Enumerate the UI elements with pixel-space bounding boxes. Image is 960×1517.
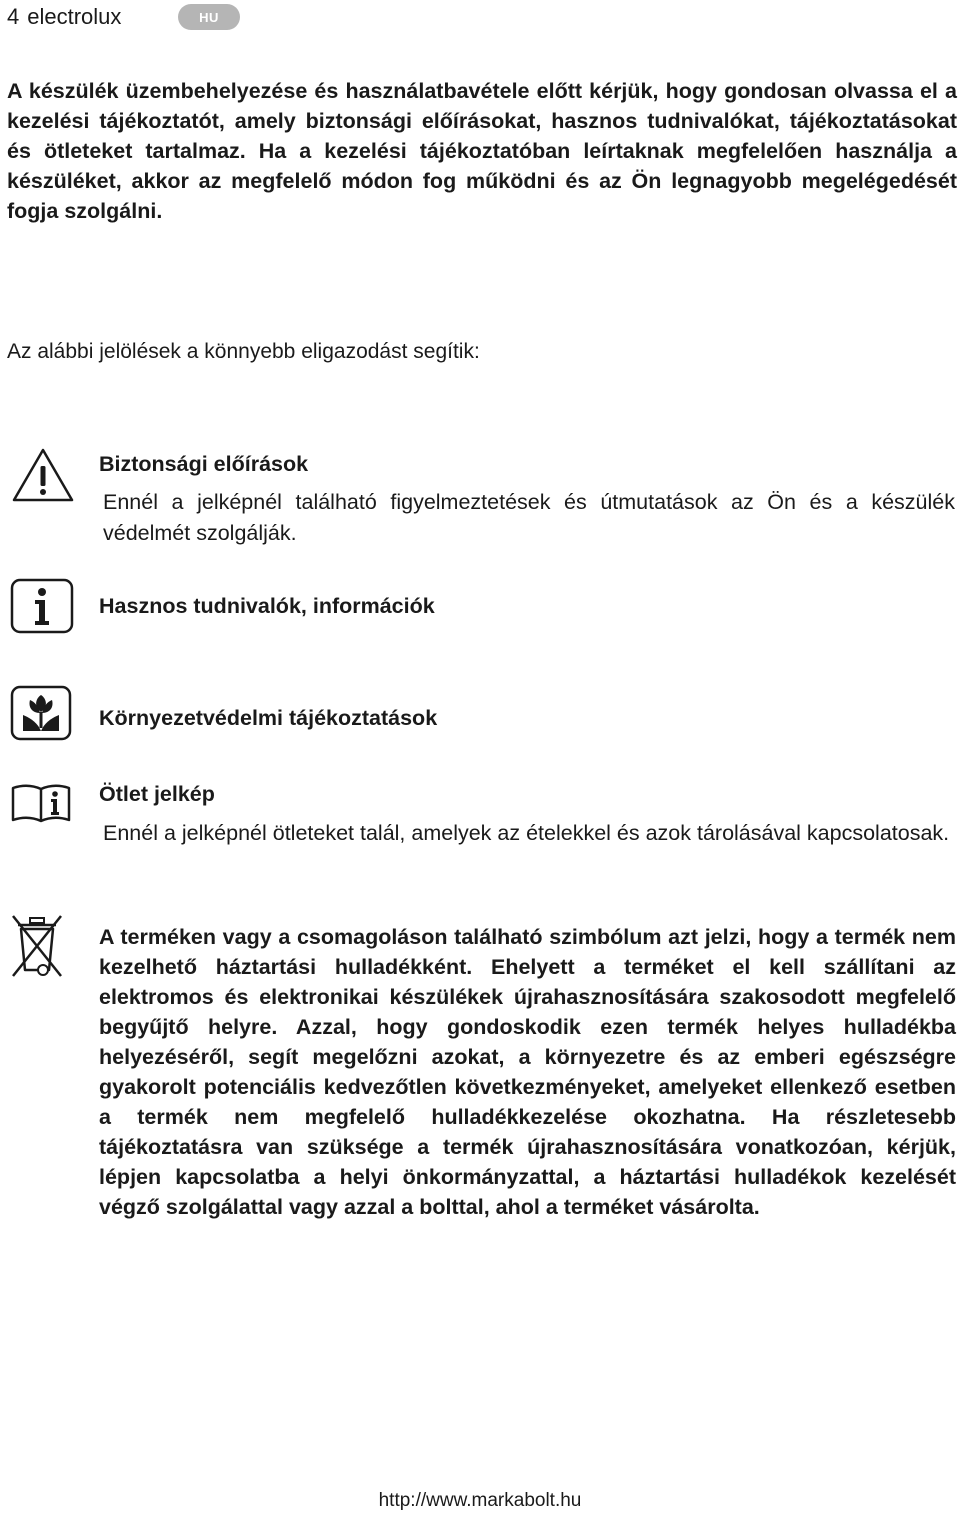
symbols-lead-text: Az alábbi jelölések a könnyebb eligazodást segítik: [7,340,480,363]
environment-title: Környezetvédelmi tájékoztatások [99,706,438,730]
language-badge: HU [178,4,240,30]
crossed-bin-icon [10,912,64,980]
brand-name: electrolux [27,4,122,29]
intro-paragraph: A készülék üzembehelyezése és használatbavétele előtt kérjük, hogy gondosan olvassa el a kezelési tájékoztatót, amely biztonsági előírásokat, hasznos tudnivalókat, tájékoztatásokat és ötleteket tartalmaz. Ha a kezelési tájékoztatóban leírtaknak megfelelően használja a készüléket, akkor az megfelelő módon fog működni és az Ön legnagyobb megelégedését fogja szolgálni. [7,79,957,223]
environment-flower-icon [10,685,72,741]
safety-description: Ennél a jelképnél található figyelmeztetések és útmutatások az Ön és a készülék védelmét szolgálják. [103,490,955,545]
safety-title: Biztonsági előírások [99,452,309,476]
book-info-icon [10,780,72,824]
tip-title: Ötlet jelkép [99,782,215,806]
info-icon [10,578,74,634]
weee-disposal-paragraph: A terméken vagy a csomagoláson található szimbólum azt jelzi, hogy a termék nem kezelhető háztartási hulladékként. Ehelyett a terméket el kell szállítani az elektromos és elektronikai készülékek újrahasznosítására szakosodott megfelelő begyűjtő helyre. Azzal, hogy gondoskodik ezen termék helyes hulladékba helyezéséről, segít megelőzni azokat, a környezetre és az emberi egészségre gyakorolt potenciális kedvezőtlen következményeket, amelyeket ellenkező esetben a termék nem megfelelő hulladékkezelése okozhatna. Ha részletesebb tájékoztatásra van szüksége a termék újrahasznosítására vonatkozóan, kérjük, lépjen kapcsolatba a helyi önkormányzattal, a háztartási hulladékok kezelését végző szolgálattal vagy azzal a bolttal, ahol a terméket vásárolta. [99,925,956,1219]
tip-description: Ennél a jelképnél ötleteket talál, amelyek az ételekkel és azok tárolásával kapcsolatosak. [103,821,950,845]
page-header [7,2,121,32]
footer-url: http://www.markabolt.hu [378,1490,582,1511]
warning-triangle-icon [10,446,76,504]
page-number: 4 [7,4,20,29]
info-title: Hasznos tudnivalók, információk [99,594,435,618]
